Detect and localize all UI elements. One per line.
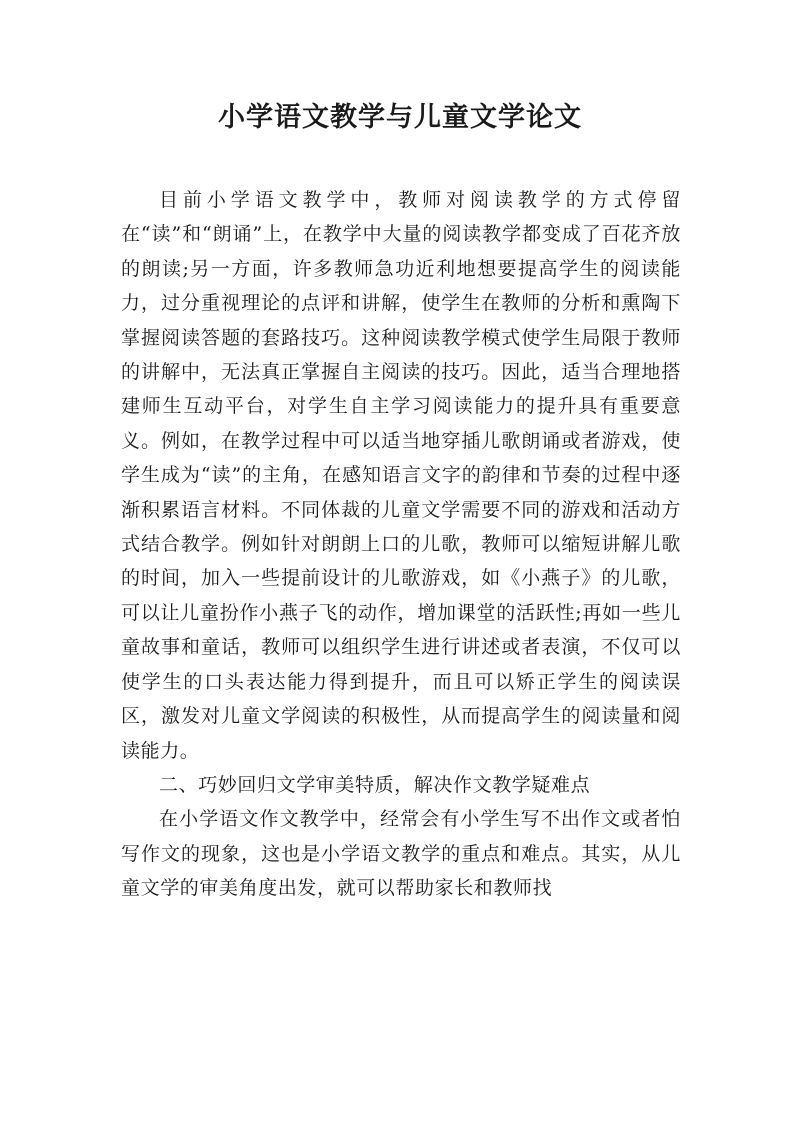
paragraph-reading-teaching: 目前小学语文教学中，教师对阅读教学的方式停留在“读”和“朗诵”上，在教学中大量的阅读教学都变成了百花齐放的朗读;另一方面，许多教师急功近利地想要提高学生的阅读能力，过分重视理论的点评和讲解，使学生在教师的分析和熏陶下掌握阅读答题的套路技巧。这种阅读教学模式使学生局限于教师的讲解中，无法真正掌握自主阅读的技巧。因此，适当合理地搭建师生互动平台，对学生自主学习阅读能力的提升具有重要意义。例如，在教学过程中可以适当地穿插儿歌朗诵或者游戏，使学生成为“读”的主角，在感知语言文字的韵律和节奏的过程中逐渐积累语言材料。不同体裁的儿童文学需要不同的游戏和活动方式结合教学。例如针对朗朗上口的儿歌，教师可以缩短讲解儿歌的时间，加入一些提前设计的儿歌游戏，如《小燕子》的儿歌，可以让儿童扮作小燕子飞的动作，增加课堂的活跃性;再如一些儿童故事和童话，教师可以组织学生进行讲述或者表演，不仅可以使学生的口头表达能力得到提升，而且可以矫正学生的阅读误区，激发对儿童文学阅读的积极性，从而提高学生的阅读量和阅读能力。 bbox=[121, 189, 681, 762]
paragraph-writing-teaching: 在小学语文作文教学中，经常会有小学生写不出作文或者怕写作文的现象，这也是小学语文教学的重点和难点。其实，从儿童文学的审美角度出发，就可以帮助家长和教师找 bbox=[121, 808, 681, 900]
document-body bbox=[121, 183, 681, 906]
document-title: 小学语文教学与儿童文学论文 bbox=[218, 102, 582, 133]
section-heading: 二、巧妙回归文学审美特质，解决作文教学疑难点 bbox=[159, 773, 591, 796]
